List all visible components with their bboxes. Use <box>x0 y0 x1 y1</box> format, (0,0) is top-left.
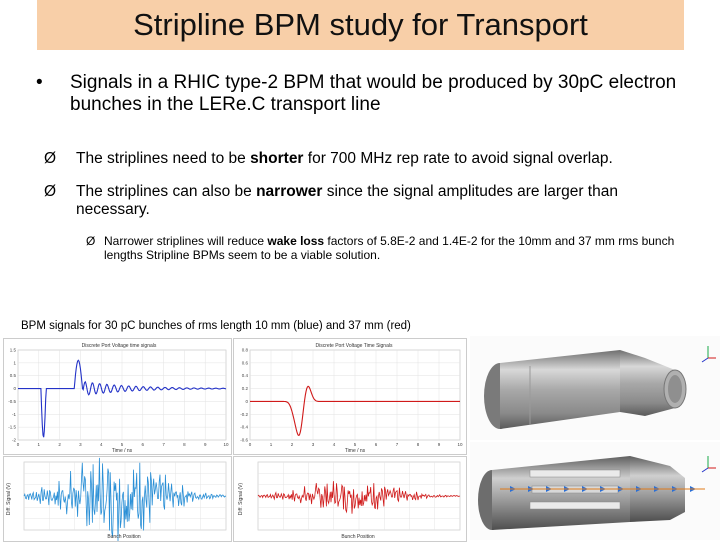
y-tick-label: -0.5 <box>8 398 16 404</box>
subpoint-bold: wake loss <box>267 234 325 248</box>
arrow-bullet-icon: Ø <box>86 234 96 248</box>
x-tick-label: 7 <box>162 442 165 447</box>
main-bullet <box>36 72 696 116</box>
y-tick-label: 1.5 <box>9 347 16 353</box>
x-tick-label: 10 <box>457 442 463 447</box>
bpm-model-bottom <box>470 442 720 540</box>
red-spectrum-plot <box>233 456 467 542</box>
point-shorter-bold: shorter <box>250 150 304 167</box>
subpoint-wake-loss <box>86 234 676 262</box>
point-narrower-post: since the signal amplitudes are larger than necessary. <box>76 183 618 218</box>
x-tick-label: 9 <box>203 442 207 447</box>
x-tick-label: 2 <box>58 442 61 447</box>
y-tick-label: -0.4 <box>240 424 248 430</box>
bpm-model-top <box>470 336 720 440</box>
red-spec-ylabel: Diff. Signal (V) <box>238 482 244 516</box>
x-tick-label: 7 <box>395 442 399 447</box>
arrow-bullet-icon: Ø <box>44 183 57 200</box>
x-tick-label: 8 <box>183 442 186 447</box>
bpm-cutaway-shape <box>478 456 705 530</box>
y-tick-label: -2 <box>11 437 16 443</box>
blue-time-plot <box>3 338 232 455</box>
x-tick-label: 8 <box>416 442 420 447</box>
blue-time-title: Discrete Port Voltage time signals <box>81 343 157 349</box>
y-tick-label: 0.8 <box>241 347 248 353</box>
y-tick-label: -1.5 <box>8 424 16 430</box>
y-tick-label: -1 <box>11 411 16 417</box>
x-tick-label: 0 <box>248 442 252 447</box>
subpoint-post: factors of 5.8E-2 and 1.4E-2 for the 10mm and 37 mm rms bunch lengths Stripline BPMs seem to be a viable solution. <box>104 234 675 262</box>
x-tick-label: 6 <box>374 442 378 447</box>
blue-spectrum-plot <box>3 456 232 542</box>
x-tick-label: 0 <box>16 442 20 447</box>
y-tick-label: 0.4 <box>241 373 248 379</box>
y-tick-label: -0.6 <box>240 437 248 443</box>
point-shorter-post: for 700 MHz rep rate to avoid signal overlap. <box>303 150 613 167</box>
blue-spec-ylabel: Diff. Signal (V) <box>6 482 12 516</box>
subpoint-pre: Narrower striplines will reduce <box>104 234 268 248</box>
x-tick-label: 6 <box>141 442 145 447</box>
main-bullet-text: Signals in a RHIC type-2 BPM that would be produced by 30pC electron bunches in the LERe.C transport line <box>70 72 677 115</box>
x-tick-label: 5 <box>353 442 357 447</box>
x-tick-label: 4 <box>99 442 103 447</box>
axis-triad-icon <box>702 456 716 472</box>
y-tick-label: -0.2 <box>240 411 248 417</box>
title-bar <box>37 0 684 50</box>
x-tick-label: 2 <box>290 442 294 447</box>
slide-title: Stripline BPM study for Transport <box>133 7 588 42</box>
blue-time-xlabel: Time / ns <box>111 448 133 454</box>
x-tick-label: 3 <box>311 442 315 447</box>
x-tick-label: 1 <box>269 442 273 447</box>
x-tick-label: 1 <box>37 442 41 447</box>
point-shorter <box>44 150 694 168</box>
arrow-bullet-icon: Ø <box>44 150 57 167</box>
y-tick-label: 0 <box>245 398 248 404</box>
x-tick-label: 9 <box>437 442 441 447</box>
red-time-plot <box>233 338 467 455</box>
point-shorter-pre: The striplines need to be <box>76 150 251 167</box>
red-time-title: Discrete Port Voltage Time Signals <box>315 343 393 349</box>
x-tick-label: 5 <box>120 442 124 447</box>
x-tick-label: 3 <box>79 442 82 447</box>
point-narrower-pre: The striplines can also be <box>76 183 257 200</box>
y-tick-label: 0.2 <box>241 386 248 392</box>
bpm-model-body-shape <box>484 350 686 429</box>
blue-spec-xlabel: Bunch Position <box>107 534 141 540</box>
bullet-marker: • <box>36 72 43 93</box>
red-time-xlabel: Time / ns <box>344 448 366 454</box>
y-tick-label: 0 <box>13 386 16 392</box>
x-tick-label: 10 <box>223 442 229 447</box>
y-tick-label: 0.5 <box>9 373 16 379</box>
point-narrower-bold: narrower <box>256 183 323 200</box>
red-spec-xlabel: Bunch Position <box>341 534 375 540</box>
x-tick-label: 4 <box>332 442 336 447</box>
y-tick-label: 0.6 <box>241 360 248 366</box>
y-tick-label: 1 <box>13 360 16 366</box>
axis-triad-icon <box>702 346 716 362</box>
point-narrower <box>44 183 654 219</box>
figure-caption: BPM signals for 30 pC bunches of rms length 10 mm (blue) and 37 mm (red) <box>21 320 411 332</box>
